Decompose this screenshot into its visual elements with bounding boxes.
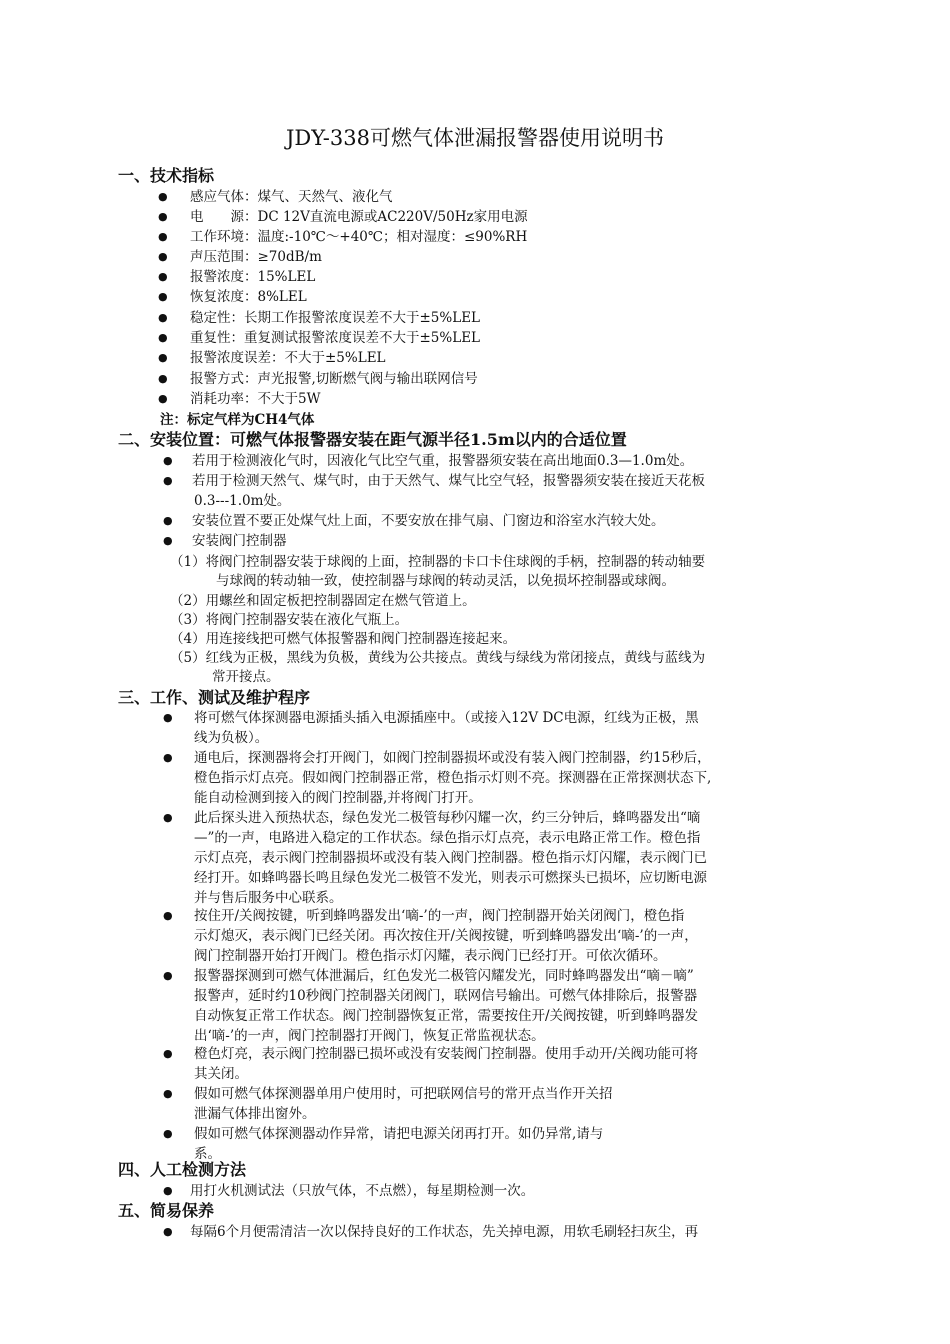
bullet-icon: ● (158, 311, 168, 324)
procedure-line: 泄漏气体排出窗外。 (194, 1106, 316, 1122)
bullet-icon: ● (163, 474, 173, 487)
section-1-heading: 一、技术指标 (118, 166, 215, 185)
valve-step: （1）将阀门控制器安装于球阀的上面，控制器的卡口卡住球阀的手柄，控制器的转动轴要 (170, 554, 706, 570)
procedure-line: 阀门控制器开始打开阀门。橙色指示灯闪耀，表示阀门已经打开。可依次循环。 (194, 948, 667, 964)
section-3-heading: 三、工作、测试及维护程序 (118, 688, 311, 707)
spec-item: 声压范围：≥70dB/m (190, 249, 322, 265)
bullet-icon: ● (158, 331, 168, 344)
procedure-line: 自动恢复正常工作状态。阀门控制器恢复正常，需要按住开/关阀按键，听到蜂鸣器发 (194, 1008, 699, 1024)
procedure-line: 通电后，探测器将会打开阀门，如阀门控制器损坏或没有装入阀门控制器，约15秒后， (194, 750, 711, 766)
procedure-line: 假如可燃气体探测器动作异常，请把电源关闭再打开。如仍异常,请与 (194, 1126, 604, 1142)
procedure-line: 假如可燃气体探测器单用户使用时，可把联网信号的常开点当作开关招 (194, 1086, 613, 1102)
bullet-icon: ● (163, 909, 173, 922)
bullet-icon: ● (163, 1047, 173, 1060)
procedure-line: 报警声，延时约10秒阀门控制器关闭阀门，联网信号输出。可燃气体排除后，报警器 (194, 988, 698, 1004)
procedure-line: 能自动检测到接入的阀门控制器,并将阀门打开。 (194, 790, 482, 806)
install-item: 若用于检测天然气、煤气时，由于天然气、煤气比空气轻，报警器须安装在接近天花板 (192, 473, 705, 489)
procedure-line: 按住开/关阀按键，听到蜂鸣器发出‘嘀-’的一声，阀门控制器开始关闭阀门，橙色指 (194, 908, 685, 924)
spec-item: 报警浓度误差：不大于±5%LEL (190, 350, 386, 366)
procedure-line: 系。 (194, 1146, 221, 1162)
bullet-icon: ● (163, 1225, 173, 1238)
spec-item: 稳定性：长期工作报警浓度误差不大于±5%LEL (190, 310, 481, 326)
spec-item: 工作环境：温度:-10℃～+40℃；相对湿度：≤90%RH (190, 229, 528, 245)
section-2-heading: 二、安装位置：可燃气体报警器安装在距气源半径1.5m以内的合适位置 (118, 430, 627, 449)
spec-item: 恢复浓度：8%LEL (190, 289, 307, 305)
procedure-line: 示灯熄灭，表示阀门已经关闭。再次按住开/关阀按键，听到蜂鸣器发出‘嘀-’的一声， (194, 928, 698, 944)
spec-item: 报警方式：声光报警,切断燃气阀与输出联网信号 (190, 371, 478, 387)
bullet-icon: ● (163, 534, 173, 547)
bullet-icon: ● (158, 210, 168, 223)
procedure-line: 此后探头进入预热状态，绿色发光二极管每秒闪耀一次，约三分钟后，蜂鸣器发出“嘀 (194, 810, 701, 826)
spec-item: 感应气体：煤气、天然气、液化气 (190, 189, 393, 205)
procedure-line: 橙色灯亮，表示阀门控制器已损坏或没有安装阀门控制器。使用手动开/关阀功能可将 (194, 1046, 699, 1062)
bullet-icon: ● (158, 270, 168, 283)
bullet-icon: ● (158, 290, 168, 303)
bullet-icon: ● (163, 811, 173, 824)
bullet-icon: ● (158, 250, 168, 263)
bullet-icon: ● (163, 454, 173, 467)
bullet-icon: ● (163, 751, 173, 764)
procedure-line: 橙色指示灯点亮。假如阀门控制器正常，橙色指示灯则不亮。探测器在正常探测状态下, (194, 770, 712, 786)
section-5-heading: 五、简易保养 (118, 1201, 215, 1220)
bullet-icon: ● (158, 372, 168, 385)
bullet-icon: ● (163, 514, 173, 527)
valve-step-cont: 常开接点。 (212, 669, 280, 685)
bullet-icon: ● (158, 230, 168, 243)
spec-item: 报警浓度：15%LEL (190, 269, 316, 285)
procedure-line: 报警器探测到可燃气体泄漏后，红色发光二极管闪耀发光，同时蜂鸣器发出“嘀－嘀” (194, 968, 694, 984)
document-title: JDY-338可燃气体泄漏报警器使用说明书 (286, 126, 664, 150)
install-item: 安装阀门控制器 (192, 533, 287, 549)
bullet-icon: ● (163, 1127, 173, 1140)
valve-step: （4）用连接线把可燃气体报警器和阀门控制器连接起来。 (170, 631, 517, 647)
bullet-icon: ● (163, 711, 173, 724)
procedure-line: —”的一声，电路进入稳定的工作状态。绿色指示灯点亮，表示电路正常工作。橙色指 (194, 830, 701, 846)
procedure-line: 示灯点亮，表示阀门控制器损坏或没有装入阀门控制器。橙色指示灯闪耀，表示阀门已 (194, 850, 707, 866)
test-method-item: 用打火机测试法（只放气体，不点燃），每星期检测一次。 (190, 1183, 535, 1199)
procedure-line: 将可燃气体探测器电源插头插入电源插座中。（或接入12V DC电源，红线为正极，黑 (194, 710, 699, 726)
procedure-line: 经打开。如蜂鸣器长鸣且绿色发光二极管不发光，则表示可燃探头已损坏，应切断电源 (194, 870, 707, 886)
bullet-icon: ● (163, 1184, 173, 1197)
bullet-icon: ● (158, 392, 168, 405)
section-4-heading: 四、人工检测方法 (118, 1160, 247, 1179)
install-item: 安装位置不要正处煤气灶上面，不要安放在排气扇、门窗边和浴室水汽较大处。 (192, 513, 665, 529)
valve-step-cont: 与球阀的转动轴一致，使控制器与球阀的转动灵活，以免损坏控制器或球阀。 (216, 573, 675, 589)
bullet-icon: ● (163, 969, 173, 982)
procedure-line: 并与售后服务中心联系。 (194, 890, 343, 906)
spec-item: 消耗功率：不大于5W (190, 391, 321, 407)
procedure-line: 出‘嘀-’的一声，阀门控制器打开阀门，恢复正常监视状态。 (194, 1028, 545, 1044)
valve-step: （5）红线为正极，黑线为负极，黄线为公共接点。黄线与绿线为常闭接点，黄线与蓝线为 (170, 650, 706, 666)
valve-step: （2）用螺丝和固定板把控制器固定在燃气管道上。 (170, 593, 476, 609)
valve-step: （3）将阀门控制器安装在液化气瓶上。 (170, 612, 409, 628)
bullet-icon: ● (163, 1087, 173, 1100)
calibration-note: 注：标定气样为CH4气体 (160, 412, 315, 428)
procedure-line: 线为负极）。 (194, 730, 269, 746)
spec-item: 重复性：重复测试报警浓度误差不大于±5%LEL (190, 330, 481, 346)
bullet-icon: ● (158, 190, 168, 203)
bullet-icon: ● (158, 351, 168, 364)
install-item-cont: 0.3---1.0m处。 (194, 493, 291, 509)
procedure-line: 其关闭。 (194, 1066, 248, 1082)
maintenance-item: 每隔6个月便需清洁一次以保持良好的工作状态，先关掉电源，用软毛刷轻扫灰尘，再 (190, 1224, 699, 1240)
spec-item: 电 源：DC 12V直流电源或AC220V/50Hz家用电源 (190, 209, 528, 225)
install-item: 若用于检测液化气时，因液化气比空气重，报警器须安装在高出地面0.3—1.0m处。 (192, 453, 694, 469)
